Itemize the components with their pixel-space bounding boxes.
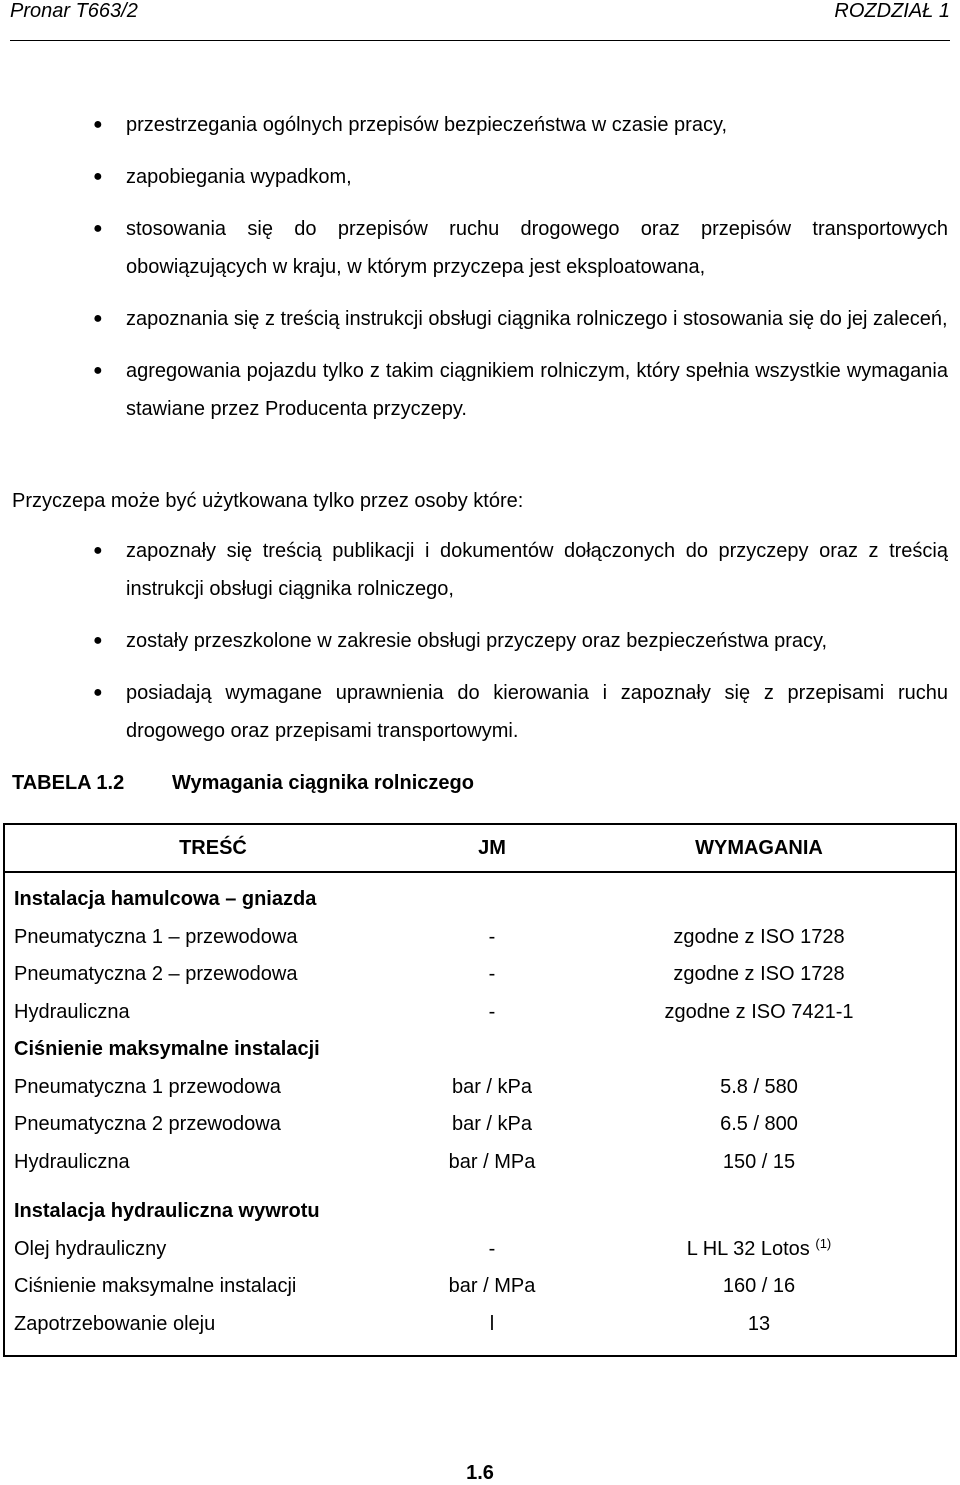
bullet-icon: ● (93, 220, 103, 237)
column-header-unit: JM (421, 824, 563, 872)
tractor-requirements-table (3, 823, 957, 1357)
table-row: Pneumatyczna 1 przewodowa bar / kPa 5.8 / 580 (14, 1075, 798, 1098)
table-section-header: Ciśnienie maksymalne instalacji (14, 1038, 320, 1061)
table-row: Hydrauliczna bar / MPa 150 / 15 (14, 1150, 796, 1173)
obligations-list (0, 106, 960, 428)
list-item: ● zapobiegania wypadkom, (0, 158, 960, 196)
list-item: ● agregowania pojazdu tylko z takim ciągnikiem rolniczym, który spełnia wszystkie wymagania stawiane przez Producenta przyczepy. (0, 352, 960, 428)
column-header-requirements: WYMAGANIA (563, 824, 956, 872)
table-number: TABELA 1.2 (12, 772, 125, 794)
list-item: ● zapoznały się treścią publikacji i dokumentów dołączonych do przyczepy oraz z treścią instrukcji obsługi ciągnika rolniczego, (0, 532, 960, 608)
header-doc-title: Pronar T663/2 (10, 0, 138, 22)
table-row: Zapotrzebowanie oleju l 13 (14, 1312, 771, 1335)
list-item: ● zapoznania się z treścią instrukcji obsługi ciągnika rolniczego i stosowania się do jej zaleceń, (0, 300, 960, 338)
oil-type-value: L HL 32 Lotos (686, 1237, 810, 1260)
bullet-icon: ● (93, 362, 103, 379)
bullet-icon: ● (93, 168, 103, 185)
list-item: ● posiadają wymagane uprawnienia do kierowania i zapoznały się z przepisami ruchu drogowego oraz przepisami transportowymi. (0, 674, 960, 750)
bullet-icon: ● (93, 310, 103, 327)
table-title: Wymagania ciągnika rolniczego (172, 772, 474, 794)
table-row: Olej hydrauliczny - L HL 32 Lotos $^{(1)}$ (14, 1235, 832, 1260)
table-spacer (4, 1343, 956, 1356)
header-chapter: ROZDZIAŁ 1 (834, 0, 950, 22)
table-spacer (4, 1181, 956, 1193)
page-number: 1.6 (466, 1462, 494, 1484)
table-caption (12, 764, 474, 802)
list-item: ● przestrzegania ogólnych przepisów bezpieczeństwa w czasie pracy, (0, 106, 960, 144)
table-row: Hydrauliczna - zgodne z ISO 7421-1 (14, 1000, 854, 1023)
bullet-icon: ● (93, 632, 103, 649)
list-item: ● stosowania się do przepisów ruchu drogowego oraz przepisów transportowych obowiązujących w kraju, w którym przyczepa jest eksploatowana, (0, 210, 960, 286)
list-item: ● zostały przeszkolone w zakresie obsługi przyczepy oraz bezpieczeństwa pracy, (0, 622, 960, 660)
table-row: Pneumatyczna 2 – przewodowa - zgodne z ISO 1728 (14, 963, 845, 986)
bullet-icon: ● (93, 116, 103, 133)
bullet-icon: ● (93, 684, 103, 701)
table-row: Pneumatyczna 2 przewodowa bar / kPa 6.5 / 800 (14, 1113, 798, 1136)
table-row: Ciśnienie maksymalne instalacji bar / MPa 160 / 16 (14, 1275, 796, 1298)
operators-intro: Przyczepa może być użytkowana tylko przez osoby które: (12, 490, 524, 512)
table-section-header: Instalacja hydrauliczna wywrotu (14, 1200, 320, 1223)
column-header-content: TREŚĆ (4, 824, 421, 872)
bullet-icon: ● (93, 542, 103, 559)
operators-list (0, 532, 960, 750)
table-header-row (4, 824, 956, 872)
page-header (10, 0, 950, 41)
table-section-header: Instalacja hamulcowa – gniazda (14, 888, 317, 911)
footnote-marker: (1) (815, 1235, 832, 1251)
table-row: Pneumatyczna 1 – przewodowa - zgodne z ISO 1728 (14, 925, 845, 948)
